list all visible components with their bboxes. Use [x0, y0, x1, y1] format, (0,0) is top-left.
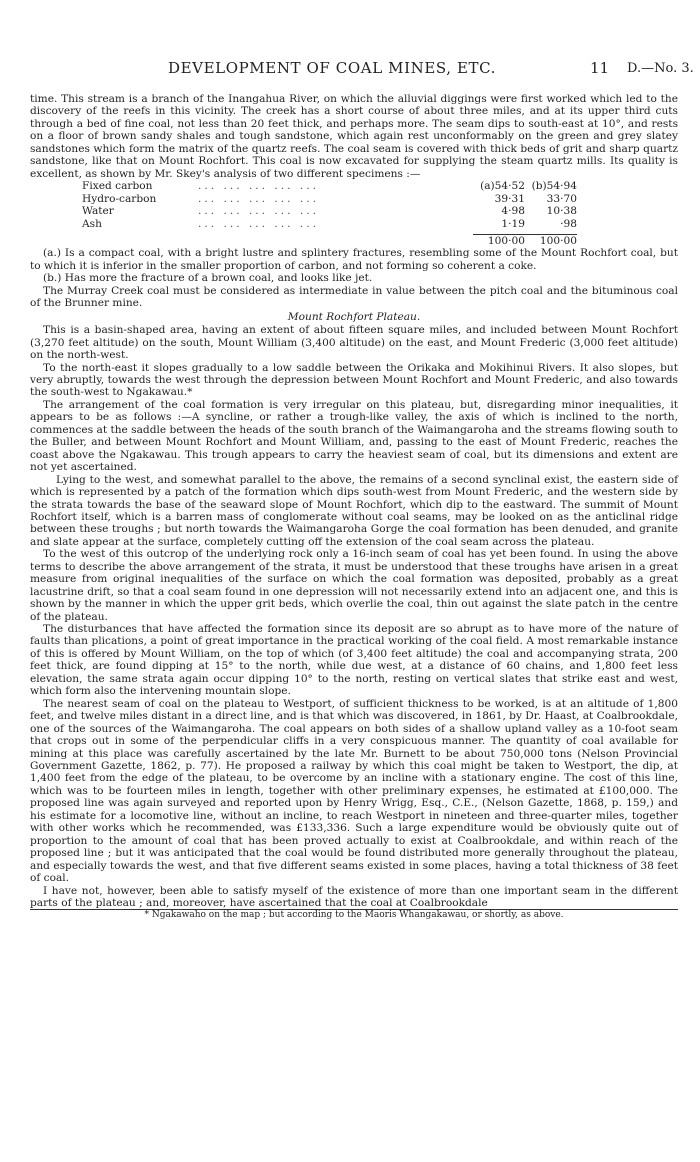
analysis-row [82, 193, 577, 205]
analysis-label: Fixed carbon [82, 180, 153, 193]
paragraph-murray-creek: time. This stream is a branch of the Inangahua River, on which the alluvial diggings were first worked which led to the discovery of the reefs in this vicinity. The creek has a short course of about three miles, and at its upper third cuts through a bed of fine coal, not less than 20 feet thick, and perhaps more. The seam dips to south-east at 10°, and rests on a floor of brown sandy shales and tough sandstone, which again rest unconformably on the green and grey slatey sandstones which form the matrix of the quartz reefs. The coal seam is covered with thick beds of grit and sharp quartz sandstone, like that on Mount Rochfort. This coal is now excavated for supplying the steam quartz mills. Its quality is excellent, as shown by Mr. Skey's analysis of two different specimens :— [30, 93, 678, 180]
analysis-value-b: 10·38 [546, 205, 577, 218]
analysis-total-row [82, 234, 577, 247]
analysis-value-a: 4·98 [501, 205, 525, 218]
analysis-label: Water [82, 205, 114, 218]
analysis-value-b: (b)54·94 [531, 180, 577, 193]
leader-dots: ... ... ... ... ... [198, 217, 319, 230]
analysis-row [82, 218, 577, 230]
analysis-table [82, 180, 577, 247]
note-a: (a.) Is a compact coal, with a bright lustre and splintery fractures, resembling some of the Mount Rochfort coal, but to which it is inferior in the smaller proportion of carbon, and not forming so coherent a coke. [30, 247, 678, 272]
analysis-total-a: 100·00 [473, 234, 525, 247]
footnote: * Ngakawaho on the map ; but according to the Maoris Whangakawau, or shortly, as above. [144, 910, 564, 921]
running-header [0, 59, 700, 86]
header-title: DEVELOPMENT OF COAL MINES, ETC. [168, 59, 497, 77]
section-heading: Mount Rochfort Plateau. [287, 310, 421, 323]
document-reference: D.—No. 3. [627, 61, 694, 76]
paragraph-conclusion: I have not, however, been able to satisfy myself of the existence of more than one important seam in the different parts of the plateau ; and, moreover, have ascertained that the coal at Coalbrookdale [30, 884, 678, 909]
page-number: 11 [590, 59, 610, 77]
page-body [30, 93, 678, 921]
analysis-label: Hydro-carbon [82, 192, 157, 205]
paragraph-basin: This is a basin-shaped area, having an extent of about fifteen square miles, and included between Mount Rochfort (3,270 feet altitude) on the south, Mount William (3,400 altitude) on the east, and Mount Frederic (3,000 feet altitude) on the north-west. [30, 324, 678, 362]
analysis-label: Ash [82, 217, 102, 230]
leader-dots: ... ... ... ... ... [198, 205, 319, 218]
analysis-value-a: 39·31 [494, 192, 525, 205]
analysis-value-b: ·98 [560, 217, 577, 230]
leader-dots: ... ... ... ... ... [198, 180, 319, 193]
note-b: (b.) Has more the fracture of a brown coal, and looks like jet. [43, 272, 373, 285]
analysis-value-a: (a)54·52 [480, 180, 525, 193]
paragraph-slopes: To the north-east it slopes gradually to a low saddle between the Orikaka and Mokihinui Rivers. It also slopes, but very abruptly, towards the west through the depression between Mount Rochfort and Mount Frederic, and also towards the south-west to Ngakawau.* [30, 361, 678, 399]
paragraph-west-outcrop: To the west of this outcrop of the underlying rock only a 16-inch seam of coal has yet been found. In using the above terms to describe the above arrangement of the strata, it must be understood that these troughs have arisen in a great measure from original inequalities of the surface on which the coal formation was deposited, probably as a great lacustrine drift, so that a coal seam found in one depression will not necessarily extend into an adjacent one, and this is shown by the manner in which the upper grit beds, which overlie the coal, thin out against the slate patch in the centre of the plateau. [30, 548, 678, 623]
analysis-value-b: 33·70 [546, 192, 577, 205]
analysis-total-b: 100·00 [525, 234, 577, 247]
paragraph-second-synclinal: Lying to the west, and somewhat parallel to the above, the remains of a second synclinal exist, the eastern side of which is represented by a patch of the formation which dips south-west from Mount Frederic, and the western side by the strata towards the base of the seaward slope of Mount Rochfort, which dip to the eastward. The summit of Mount Rochfort itself, which is a barren mass of conglomerate without coal seams, may be looked on as the anticlinal ridge between these troughs ; but north towards the Waimangaroha Gorge the coal formation has been denuded, and granite and slate appear at the surface, completely cutting off the extension of the coal seam across the plateau. [30, 473, 678, 548]
analysis-row [82, 205, 577, 217]
paragraph-disturbances: The disturbances that have affected the formation since its deposit are so abrupt as to have more of the nature of faults than plications, a point of great importance in the practical working of the coal field. A most remarkable instance of this is offered by Mount William, on the top of which (of 3,400 feet altitude) the coal and accompanying strata, 200 feet thick, are found dipping at 15° to the north, while due west, at a distance of 60 chains, and 1,800 feet less elevation, the same strata again occur dipping 10° to the north, resting on vertical slates that strike east and west, which form also the intervening mountain slope. [30, 623, 678, 698]
paragraph-nearest-seam: The nearest seam of coal on the plateau to Westport, of sufficient thickness to be worked, is at an altitude of 1,800 feet, and twelve miles distant in a direct line, and is that which was discovered, in 1861, by Dr. Haast, at Coalbrookdale, one of the sources of the Waimangaroha. The coal appears on both sides of a shallow upland valley as a 10-foot seam that crops out in some of the perpendicular cliffs in a very conspicuous manner. The quantity of coal available for mining at this place was carefully ascertained by the late Mr. Burnett to be about 750,000 tons (Nelson Provincial Government Gazette, 1862, p. 77). He proposed a railway by which this coal might be taken to Westport, the dip, at 1,400 feet from the edge of the plateau, to be overcome by an incline with a stationary engine. The cost of this line, which was to be fourteen miles in length, together with other preliminary expenses, he estimated at £100,000. The proposed line was again surveyed and reported upon by Henry Wrigg, Esq., C.E., (Nelson Gazette, 1868, p. 159,) and his estimate for a locomotive line, without an incline, to reach Westport in nineteen and three-quarter miles, together with other works which he recommended, was £133,336. Such a large expenditure would be obviously quite out of proportion to the amount of coal that has been proved actually to exist at Coalbrookdale, and within reach of the proposed line ; but it was anticipated that the coal would be found distributed more generally throughout the plateau, and especially towards the west, and that five different seams existed in some places, having a total thickness of 38 feet of coal. [30, 697, 679, 885]
paragraph-arrangement: The arrangement of the coal formation is very irregular on this plateau, but, disregarding minor inequalities, it appears to be as follows :—A syncline, or rather a trough-like valley, the axis of which is inclined to the north, commences at the saddle between the heads of the south branch of the Waimangaroha and the streams flowing south to the Buller, and between Mount Rochfort and Mount William, and, passing to the east of Mount Frederic, reaches the coast above the Ngakawau. This trough appears to carry the heaviest seam of coal, but its dimensions and extent are not yet ascertained. [30, 398, 678, 474]
analysis-row [82, 180, 577, 192]
analysis-value-a: 1·19 [501, 217, 525, 230]
paragraph-murray-comparison: The Murray Creek coal must be considered as intermediate in value between the pitch coal and the bituminous coal of the Brunner mine. [30, 284, 678, 310]
leader-dots: ... ... ... ... ... [198, 192, 319, 205]
